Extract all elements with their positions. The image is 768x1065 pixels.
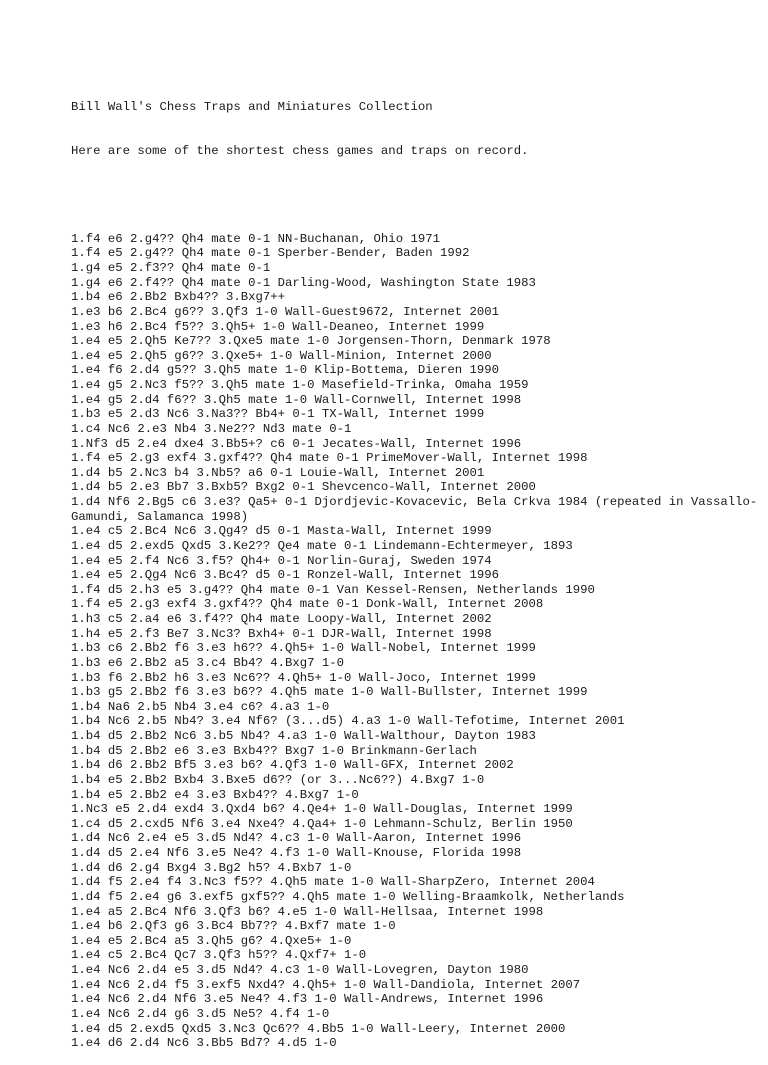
game-line: 1.Nc3 e5 2.d4 exd4 3.Qxd4 b6? 4.Qe4+ 1-0 Wall-Douglas, Internet 1999 [71, 802, 573, 817]
game-line: 1.d4 f5 2.e4 g6 3.exf5 gxf5?? 4.Qh5 mate 1-0 Welling-Braamkolk, Netherlands [71, 889, 625, 904]
game-line: 1.d4 Nf6 2.Bg5 c6 3.e3? Qa5+ 0-1 Djordjevic-Kovacevic, Bela Crkva 1984 (repeated in Vassallo-Gamundi, Salamanca 1998) [71, 495, 758, 524]
game-line: 1.e3 h6 2.Bc4 f5?? 3.Qh5+ 1-0 Wall-Deaneo, Internet 1999 [71, 319, 485, 334]
document-subtitle: Here are some of the shortest chess games and traps on record. [71, 144, 529, 159]
game-line: 1.d4 b5 2.e3 Bb7 3.Bxb5? Bxg2 0-1 Shevcenco-Wall, Internet 2000 [71, 480, 536, 495]
game-line: 1.e4 Nc6 2.d4 e5 3.d5 Nd4? 4.c3 1-0 Wall-Lovegren, Dayton 1980 [71, 963, 529, 978]
game-line: 1.b4 d5 2.Bb2 Nc6 3.b5 Nb4? 4.a3 1-0 Wall-Walthour, Dayton 1983 [71, 729, 536, 744]
game-line: 1.e4 Nc6 2.d4 Nf6 3.e5 Ne4? 4.f3 1-0 Wall-Andrews, Internet 1996 [71, 992, 544, 1007]
game-line: 1.e4 e5 2.Bc4 a5 3.Qh5 g6? 4.Qxe5+ 1-0 [71, 933, 352, 948]
game-line: 1.b4 e5 2.Bb2 Bxb4 3.Bxe5 d6?? (or 3...Nc6??) 4.Bxg7 1-0 [71, 772, 485, 787]
blank-line [71, 188, 761, 203]
game-line: 1.e4 d5 2.exd5 Qxd5 3.Ke2?? Qe4 mate 0-1 Lindemann-Echtermeyer, 1893 [71, 538, 573, 553]
game-line: 1.e4 e5 2.Qh5 g6?? 3.Qxe5+ 1-0 Wall-Minion, Internet 2000 [71, 348, 492, 363]
game-line: 1.b3 c6 2.Bb2 f6 3.e3 h6?? 4.Qh5+ 1-0 Wall-Nobel, Internet 1999 [71, 641, 536, 656]
game-line: 1.b4 d6 2.Bb2 Bf5 3.e3 b6? 4.Qf3 1-0 Wall-GFX, Internet 2002 [71, 758, 514, 773]
game-line: 1.h4 e5 2.f3 Be7 3.Nc3? Bxh4+ 0-1 DJR-Wall, Internet 1998 [71, 626, 492, 641]
game-line: 1.h3 c5 2.a4 e6 3.f4?? Qh4 mate Loopy-Wall, Internet 2002 [71, 612, 492, 627]
game-line: 1.b3 e5 2.d3 Nc6 3.Na3?? Bb4+ 0-1 TX-Wall, Internet 1999 [71, 407, 485, 422]
game-line: 1.e4 c5 2.Bc4 Qc7 3.Qf3 h5?? 4.Qxf7+ 1-0 [71, 948, 367, 963]
game-line: 1.b4 e6 2.Bb2 Bxb4?? 3.Bxg7++ [71, 290, 286, 305]
game-line: 1.b4 Na6 2.b5 Nb4 3.e4 c6? 4.a3 1-0 [71, 699, 330, 714]
game-line: 1.Nf3 d5 2.e4 dxe4 3.Bb5+? c6 0-1 Jecates-Wall, Internet 1996 [71, 436, 522, 451]
game-line: 1.e4 g5 2.Nc3 f5?? 3.Qh5 mate 1-0 Masefield-Trinka, Omaha 1959 [71, 378, 529, 393]
document-title: Bill Wall's Chess Traps and Miniatures Collection [71, 100, 433, 115]
game-line: 1.e4 g5 2.d4 f6?? 3.Qh5 mate 1-0 Wall-Cornwell, Internet 1998 [71, 392, 522, 407]
game-line: 1.e4 e5 2.f4 Nc6 3.f5? Qh4+ 0-1 Norlin-Guraj, Sweden 1974 [71, 553, 492, 568]
game-line: 1.f4 d5 2.h3 e5 3.g4?? Qh4 mate 0-1 Van Kessel-Rensen, Netherlands 1990 [71, 582, 595, 597]
game-line: 1.c4 d5 2.cxd5 Nf6 3.e4 Nxe4? 4.Qa4+ 1-0 Lehmann-Schulz, Berlin 1950 [71, 816, 573, 831]
game-line: 1.f4 e5 2.g4?? Qh4 mate 0-1 Sperber-Bender, Baden 1992 [71, 246, 470, 261]
game-line: 1.d4 d5 2.e4 Nf6 3.e5 Ne4? 4.f3 1-0 Wall-Knouse, Florida 1998 [71, 846, 522, 861]
game-line: 1.e4 e5 2.Qh5 Ke7?? 3.Qxe5 mate 1-0 Jorgensen-Thorn, Denmark 1978 [71, 334, 551, 349]
games-list [71, 232, 761, 1051]
game-line: 1.d4 b5 2.Nc3 b4 3.Nb5? a6 0-1 Louie-Wall, Internet 2001 [71, 465, 485, 480]
game-line: 1.b3 g5 2.Bb2 f6 3.e3 b6?? 4.Qh5 mate 1-0 Wall-Bullster, Internet 1999 [71, 685, 588, 700]
game-line: 1.d4 f5 2.e4 f4 3.Nc3 f5?? 4.Qh5 mate 1-0 Wall-SharpZero, Internet 2004 [71, 875, 595, 890]
game-line: 1.e3 b6 2.Bc4 g6?? 3.Qf3 1-0 Wall-Guest9672, Internet 2001 [71, 304, 500, 319]
game-line: 1.e4 c5 2.Bc4 Nc6 3.Qg4? d5 0-1 Masta-Wall, Internet 1999 [71, 524, 492, 539]
game-line: 1.e4 d6 2.d4 Nc6 3.Bb5 Bd7? 4.d5 1-0 [71, 1036, 337, 1051]
game-line: 1.e4 f6 2.d4 g5?? 3.Qh5 mate 1-0 Klip-Bottema, Dieren 1990 [71, 363, 500, 378]
game-line: 1.e4 a5 2.Bc4 Nf6 3.Qf3 b6? 4.e5 1-0 Wall-Hellsaa, Internet 1998 [71, 904, 544, 919]
game-line: 1.c4 Nc6 2.e3 Nb4 3.Ne2?? Nd3 mate 0-1 [71, 421, 352, 436]
game-line: 1.g4 e6 2.f4?? Qh4 mate 0-1 Darling-Wood, Washington State 1983 [71, 275, 536, 290]
game-line: 1.e4 b6 2.Qf3 g6 3.Bc4 Bb7?? 4.Bxf7 mate 1-0 [71, 919, 396, 934]
game-line: 1.e4 Nc6 2.d4 g6 3.d5 Ne5? 4.f4 1-0 [71, 1006, 330, 1021]
game-line: 1.b4 d5 2.Bb2 e6 3.e3 Bxb4?? Bxg7 1-0 Brinkmann-Gerlach [71, 743, 477, 758]
game-line: 1.b3 f6 2.Bb2 h6 3.e3 Nc6?? 4.Qh5+ 1-0 Wall-Joco, Internet 1999 [71, 670, 536, 685]
game-line: 1.e4 d5 2.exd5 Qxd5 3.Nc3 Qc6?? 4.Bb5 1-0 Wall-Leery, Internet 2000 [71, 1021, 566, 1036]
game-line: 1.d4 d6 2.g4 Bxg4 3.Bg2 h5? 4.Bxb7 1-0 [71, 860, 352, 875]
game-line: 1.e4 e5 2.Qg4 Nc6 3.Bc4? d5 0-1 Ronzel-Wall, Internet 1996 [71, 568, 500, 583]
game-line: 1.b4 Nc6 2.b5 Nb4? 3.e4 Nf6? (3...d5) 4.a3 1-0 Wall-Tefotime, Internet 2001 [71, 714, 625, 729]
document-page [71, 71, 761, 1065]
game-line: 1.g4 e5 2.f3?? Qh4 mate 0-1 [71, 261, 271, 276]
game-line: 1.f4 e5 2.g3 exf4 3.gxf4?? Qh4 mate 0-1 Donk-Wall, Internet 2008 [71, 597, 544, 612]
game-line: 1.f4 e5 2.g3 exf4 3.gxf4?? Qh4 mate 0-1 PrimeMover-Wall, Internet 1998 [71, 451, 588, 466]
game-line: 1.d4 Nc6 2.e4 e5 3.d5 Nd4? 4.c3 1-0 Wall-Aaron, Internet 1996 [71, 831, 522, 846]
game-line: 1.b4 e5 2.Bb2 e4 3.e3 Bxb4?? 4.Bxg7 1-0 [71, 787, 359, 802]
game-line: 1.e4 Nc6 2.d4 f5 3.exf5 Nxd4? 4.Qh5+ 1-0 Wall-Dandiola, Internet 2007 [71, 977, 581, 992]
game-line: 1.f4 e6 2.g4?? Qh4 mate 0-1 NN-Buchanan, Ohio 1971 [71, 231, 440, 246]
game-line: 1.b3 e6 2.Bb2 a5 3.c4 Bb4? 4.Bxg7 1-0 [71, 655, 345, 670]
